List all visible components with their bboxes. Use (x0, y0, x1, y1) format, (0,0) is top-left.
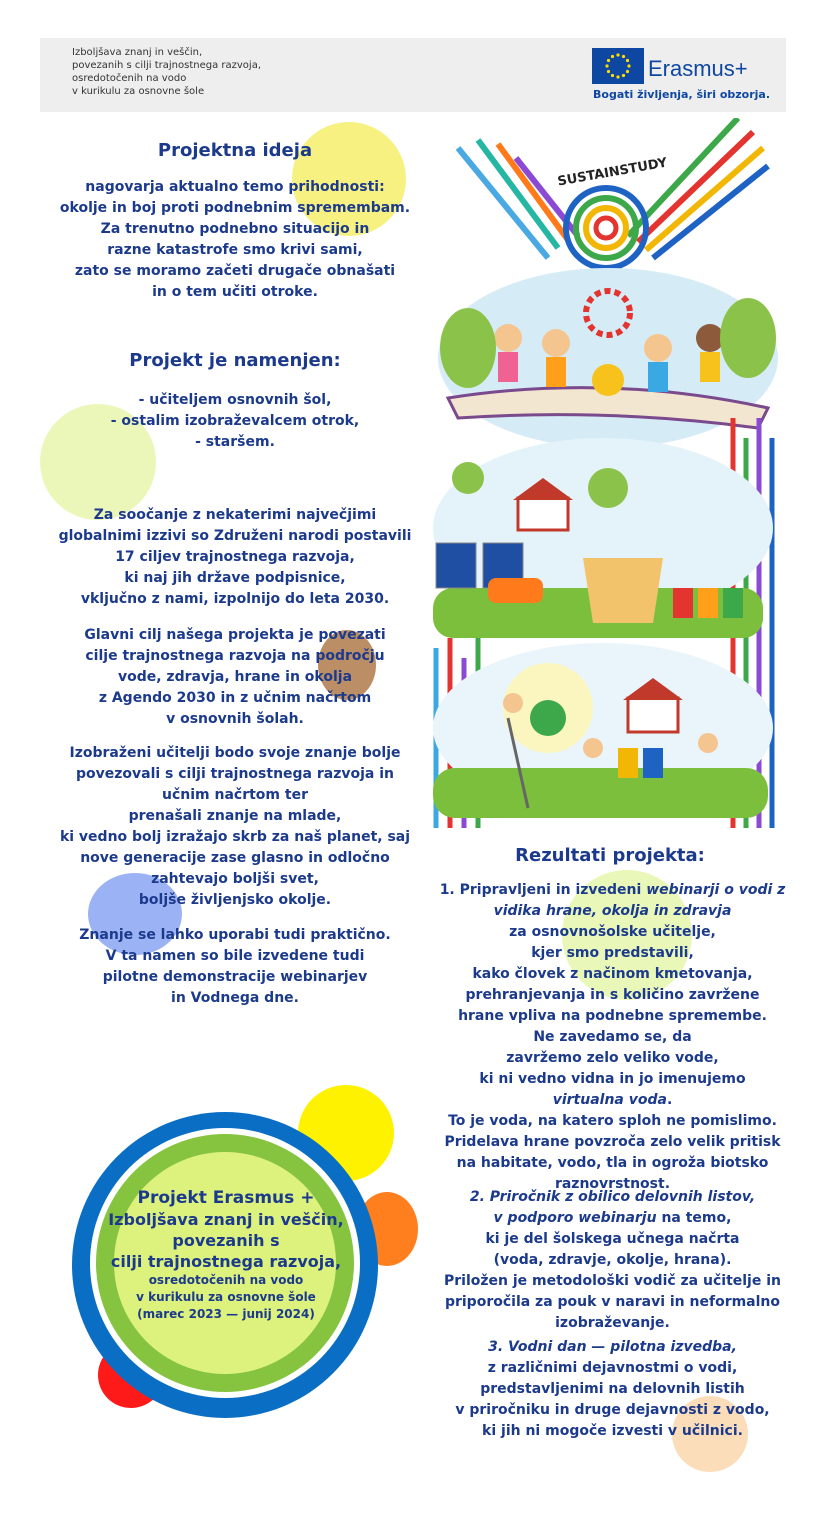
emphasis-text: vidika hrane, okolja in zdravja (493, 903, 732, 919)
text-line: razne katastrofe smo krivi sami, (107, 242, 363, 258)
text-line: raznovrstnost. (554, 1176, 671, 1192)
text-line: Glavni cilj našega projekta je povezati (84, 627, 386, 643)
text-line: Izboljšava znanj in veščin, (108, 1210, 344, 1229)
text-line: na temo, (656, 1210, 732, 1226)
text-line: Ne zavedamo se, da (533, 1029, 692, 1045)
text-line: okolje in boj proti podnebnim spremembam. (59, 200, 411, 216)
text-line: Priložen je metodološki vodič za učitelje in (444, 1273, 781, 1289)
text-line: 17 ciljev trajnostnega razvoja, (115, 549, 355, 565)
text-line: cilji trajnostnega razvoja, (110, 1252, 342, 1271)
text-line: zavržemo zelo veliko vode, (506, 1050, 719, 1066)
text-line: na habitate, vodo, tla in ogroža biotsko (456, 1155, 769, 1171)
emphasis-text: webinarji o vodi z (646, 882, 786, 898)
ideja-text (40, 177, 430, 303)
text-line: Znanje se lahko uporabi tudi praktično. (79, 927, 391, 943)
badge-title: Projekt Erasmus + (137, 1188, 315, 1208)
text-line: zato se moramo začeti drugače obnašati (74, 263, 396, 279)
text-line: Za trenutno podnebno situacijo in (100, 221, 370, 237)
text-line (415, 1337, 810, 1358)
text-line: ki vedno bolj izražajo skrb za naš planet, saj (59, 829, 411, 845)
text-line: z različnimi dejavnostmi o vodi, (487, 1360, 738, 1376)
emphasis-text: 3. Vodni dan — pilotna izvedba, (488, 1339, 737, 1355)
text-line: . (666, 1092, 673, 1108)
rezultati-title: Rezultati projekta: (515, 845, 705, 866)
emphasis-text: 2. Priročnik z obilico delovnih listov, (469, 1189, 756, 1205)
header-line: v kurikulu za osnovne šole (72, 86, 205, 97)
text-line: za osnovnošolske učitelje, (509, 924, 716, 940)
text-line: (voda, zdravje, okolje, hrana). (493, 1252, 732, 1268)
text-line: (marec 2023 — junij 2024) (137, 1307, 315, 1321)
emphasis-text: virtualna voda (552, 1092, 667, 1108)
sustainstudy-brand: SUSTAINSTUDY (556, 155, 669, 190)
ideja-title: Projektna ideja (157, 140, 313, 161)
sustainstudy-illustration (428, 118, 788, 828)
header-project-title (72, 46, 332, 98)
text-line: Za soočanje z nekaterimi največjimi (93, 507, 377, 523)
text-line: priporočila za pouk v naravi in neformalno (444, 1294, 781, 1310)
text-line: To je voda, na katero sploh ne pomislimo. (448, 1113, 777, 1129)
result-3 (415, 1337, 810, 1442)
result-2 (415, 1187, 810, 1334)
eu-flag-icon (592, 48, 644, 84)
text-line (415, 901, 810, 922)
text-line: nove generacije zase glasno in odločno (80, 850, 390, 866)
text-line: v priročniku in druge dejavnosti z vodo, (455, 1402, 770, 1418)
text-line: osredotočenih na vodo (148, 1273, 304, 1287)
text-line: boljše življenjsko okolje. (138, 892, 332, 908)
header-line: osredotočenih na vodo (72, 73, 187, 84)
text-line: - učiteljem osnovnih šol, (138, 392, 332, 408)
text-line (415, 1187, 810, 1208)
text-line: in Vodnega dne. (171, 990, 299, 1006)
text-line (415, 880, 810, 901)
text-line: prehranjevanja in s količino zavržene (465, 987, 760, 1003)
text-line: ki naj jih države podpisnice, (124, 570, 346, 586)
header-line: povezanih s cilji trajnostnega razvoja, (72, 60, 262, 71)
text-line: povezovali s cilji trajnostnega razvoja in (75, 766, 395, 782)
text-line: v osnovnih šolah. (166, 711, 304, 727)
text-line: kako človek z načinom kmetovanja, (472, 966, 753, 982)
text-line: ki je del šolskega učnega načrta (485, 1231, 740, 1247)
namenjen-title: Projekt je namenjen: (129, 350, 341, 371)
text-line: ki jih ni mogoče izvesti v učilnici. (482, 1423, 743, 1439)
text-line: - staršem. (195, 434, 275, 450)
text-line: Pridelava hrane povzroča zelo velik pritisk (444, 1134, 781, 1150)
paragraph-main-goal (40, 625, 430, 730)
text-line: prenašali znanje na mlade, (128, 808, 342, 824)
text-line: Izobraženi učitelji bodo svoje znanje bolje (69, 745, 401, 761)
text-line: vode, zdravja, hrane in okolja (117, 669, 353, 685)
text-line: povezanih s (172, 1231, 280, 1250)
text-line: pilotne demonstracije webinarjev (102, 969, 368, 985)
text-line: V ta namen so bile izvedene tudi (105, 948, 365, 964)
paragraph-practical (40, 925, 430, 1009)
result-1 (415, 880, 810, 1195)
text-line: cilje trajnostnega razvoja na področju (85, 648, 385, 664)
text-line: izobraževanje. (555, 1315, 670, 1331)
text-line: 1. Pripravljeni in izvedeni (439, 882, 647, 898)
text-line: globalnimi izzivi so Združeni narodi postavili (58, 528, 412, 544)
text-line: zahtevajo boljši svet, (151, 871, 319, 887)
text-line: kjer smo predstavili, (531, 945, 694, 961)
text-line: v kurikulu za osnovne šole (136, 1290, 316, 1304)
text-line (415, 1090, 810, 1111)
text-line: z Agendo 2030 in z učnim načrtom (98, 690, 372, 706)
text-line: - ostalim izobraževalcem otrok, (110, 413, 360, 429)
text-line: vključno z nami, izpolnijo do leta 2030. (80, 591, 390, 607)
header-line: Izboljšava znanj in veščin, (72, 47, 203, 58)
paragraph-goals (40, 505, 430, 610)
erasmus-logo-text: Erasmus+ (648, 56, 748, 81)
paragraph-teachers (40, 743, 430, 911)
text-line: in o tem učiti otroke. (152, 284, 318, 300)
text-line: nagovarja aktualno temo prihodnosti: (85, 179, 385, 195)
erasmus-slogan: Bogati življenja, širi obzorja. (593, 88, 771, 101)
namenjen-list (40, 390, 430, 453)
badge-text (76, 1187, 376, 1323)
text-line: učnim načrtom ter (162, 787, 308, 803)
text-line (415, 1208, 810, 1229)
emphasis-text: v podporo webinarju (493, 1210, 657, 1226)
text-line: predstavljenimi na delovnih listih (480, 1381, 745, 1397)
text-line: ki ni vedno vidna in jo imenujemo (479, 1071, 746, 1087)
text-line: hrane vpliva na podnebne spremembe. (458, 1008, 767, 1024)
